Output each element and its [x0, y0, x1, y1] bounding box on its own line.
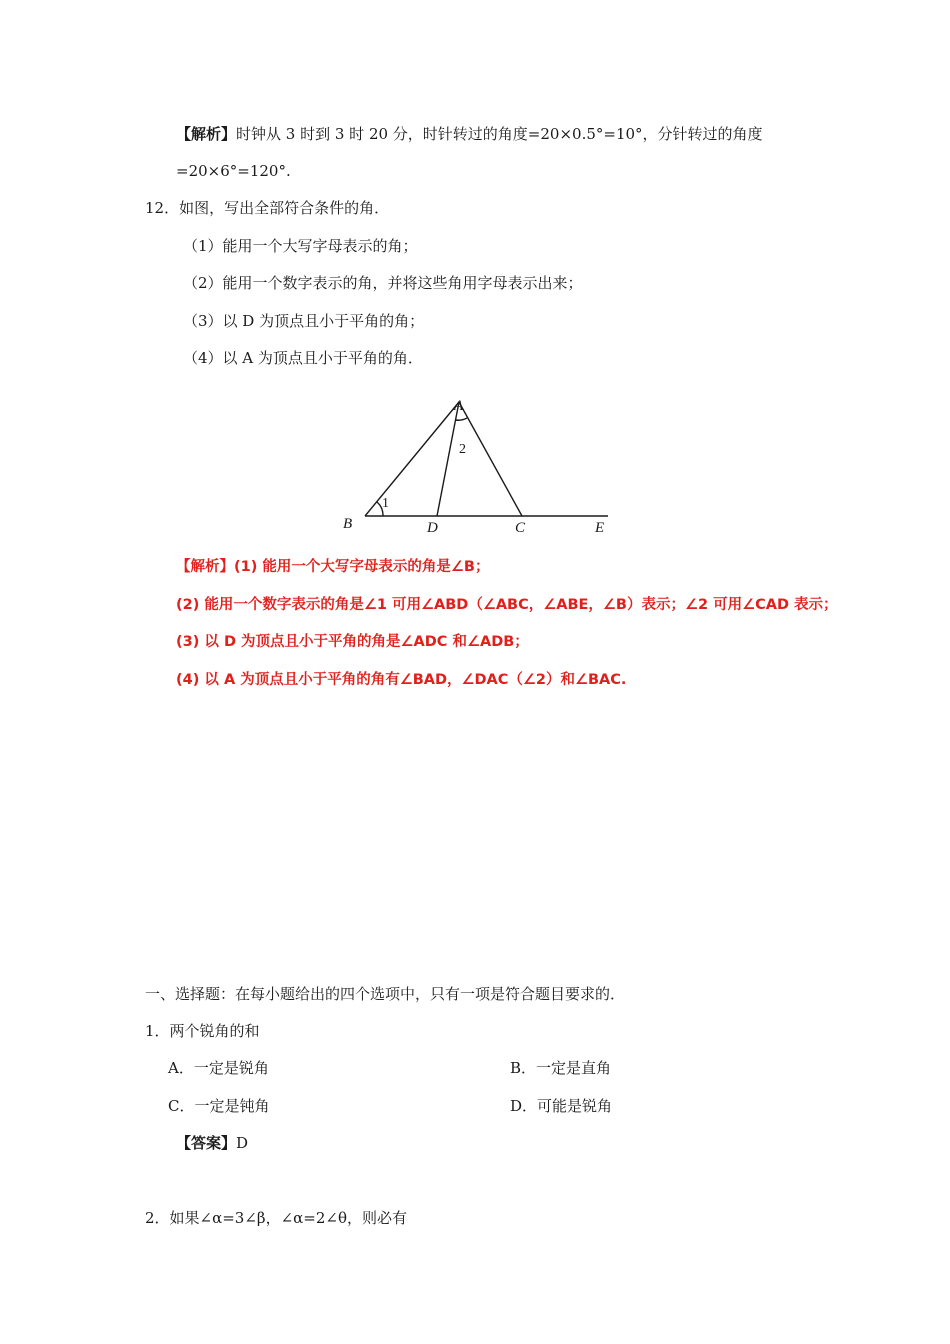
point-e-label: E	[595, 520, 605, 536]
solution-tag: 【解析】	[176, 559, 234, 575]
question-12-part-4: （4）以 A 为顶点且小于平角的角．	[183, 349, 423, 367]
question-12-part-3: （3）以 D 为顶点且小于平角的角；	[183, 312, 425, 330]
prev-analysis-line2: =20×6°=120°.	[176, 162, 291, 180]
option-a: A．一定是锐角	[168, 1059, 269, 1077]
point-c-label: C	[515, 520, 526, 536]
segment-ab	[365, 402, 459, 516]
question-12-stem: 12．如图，写出全部符合条件的角．	[145, 199, 390, 217]
answer-line	[176, 1133, 248, 1153]
solution-line-1	[176, 557, 489, 577]
question-2-stem: 2．如果∠α=3∠β，∠α=2∠θ，则必有	[145, 1209, 408, 1227]
angle-1-label: 1	[382, 496, 389, 511]
solution-line-2: (2) 能用一个数字表示的角是∠1 可用∠ABD（∠ABC，∠ABE，∠B）表示；∠2 可用∠CAD 表示；	[176, 597, 838, 613]
solution-text-1: (1) 能用一个大写字母表示的角是∠B；	[234, 559, 490, 575]
point-b-label: B	[343, 516, 353, 532]
answer-tag: 【答案】	[176, 1134, 237, 1152]
prev-analysis-line1	[176, 124, 763, 144]
option-c: C．一定是钝角	[168, 1097, 270, 1115]
question-12-part-2: （2）能用一个数字表示的角，并将这些角用字母表示出来；	[183, 274, 583, 292]
segment-ad	[437, 402, 459, 516]
question-12-part-1: （1）能用一个大写字母表示的角；	[183, 237, 418, 255]
solution-line-3: (3) 以 D 为顶点且小于平角的角是∠ADC 和∠ADB；	[176, 634, 529, 650]
option-d: D．可能是锐角	[510, 1097, 613, 1115]
point-a-label: A	[454, 398, 464, 414]
section-heading: 一、选择题：在每小题给出的四个选项中，只有一项是符合题目要求的．	[145, 985, 626, 1003]
triangle-figure	[330, 388, 620, 543]
analysis-text: 时钟从 3 时到 3 时 20 分，时针转过的角度=20×0.5°=10°，分针转过的角度	[236, 125, 763, 143]
question-1-stem: 1．两个锐角的和	[145, 1022, 260, 1040]
solution-line-4: (4) 以 A 为顶点且小于平角的角有∠BAD，∠DAC（∠2）和∠BAC.	[176, 672, 627, 688]
angle-2-label: 2	[459, 442, 466, 457]
point-d-label: D	[427, 520, 438, 536]
segment-ac	[459, 402, 522, 516]
answer-value: D	[236, 1134, 249, 1152]
angle-2-arc	[456, 418, 468, 420]
option-b: B．一定是直角	[510, 1059, 612, 1077]
analysis-tag: 【解析】	[176, 125, 237, 143]
